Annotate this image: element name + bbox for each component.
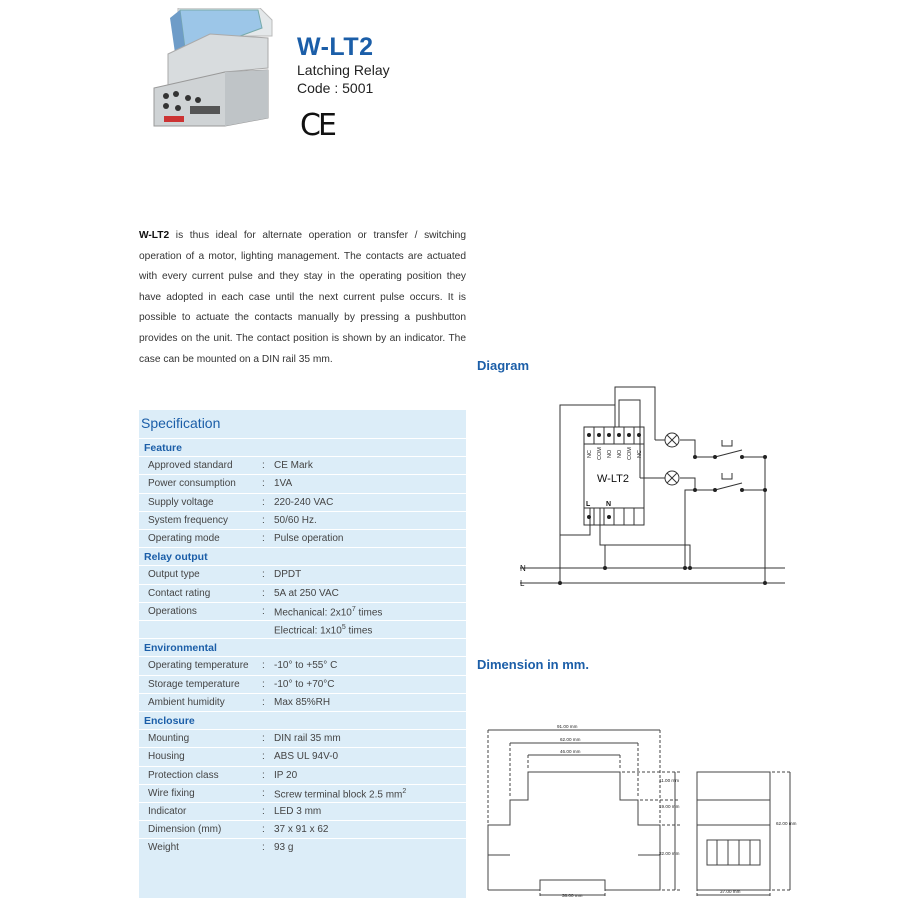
spec-section-title: Environmental — [144, 642, 217, 655]
spec-row — [139, 784, 466, 803]
spec-colon: : — [262, 533, 265, 544]
spec-row — [139, 747, 466, 766]
spec-value-text: ABS UL 94V-0 — [274, 751, 339, 763]
spec-section-header — [139, 438, 466, 457]
spec-value — [274, 751, 338, 762]
spec-value — [274, 733, 341, 744]
terminal-2: COM — [597, 447, 603, 460]
terminal-5: COM — [627, 447, 633, 460]
spec-label: Approved standard — [148, 460, 233, 472]
spec-value-text: 50/60 Hz. — [274, 514, 317, 526]
spec-row — [139, 838, 466, 857]
ce-mark: CE — [300, 108, 334, 143]
dim-91: 91.00 mm — [557, 724, 578, 729]
spec-value-text: Mechanical: 2x10 — [274, 607, 352, 619]
spec-section-header — [139, 711, 466, 730]
spec-label: Protection class — [148, 769, 219, 781]
spec-row — [139, 802, 466, 821]
spec-value — [274, 515, 317, 526]
spec-value — [274, 788, 406, 800]
spec-row — [139, 584, 466, 603]
description-lead: W-LT2 — [139, 230, 170, 241]
spec-row — [139, 529, 466, 548]
spec-label: Indicator — [148, 806, 187, 817]
spec-label: Wire fixing — [148, 787, 195, 799]
spec-colon: : — [262, 569, 265, 581]
spec-label: Storage temperature — [148, 678, 240, 690]
spec-value — [274, 533, 344, 544]
spec-value-text: Screw terminal block 2.5 mm — [274, 789, 403, 801]
terminal-4: NO — [617, 449, 623, 458]
spec-row — [139, 620, 466, 639]
spec-colon: : — [262, 496, 265, 508]
spec-colon: : — [262, 605, 265, 617]
specification-table — [139, 410, 466, 898]
spec-row — [139, 474, 466, 493]
spec-value-text: Pulse operation — [274, 533, 344, 544]
spec-label: Ambient humidity — [148, 696, 225, 708]
spec-value — [274, 806, 321, 817]
spec-value — [274, 824, 328, 835]
spec-label: Contact rating — [148, 587, 211, 599]
spec-label: Operating temperature — [148, 660, 249, 672]
spec-label: Operating mode — [148, 533, 220, 544]
spec-row — [139, 675, 466, 694]
spec-value-text: 93 g — [274, 842, 294, 854]
spec-value — [274, 478, 292, 489]
spec-value-text: Electrical: 1x10 — [274, 625, 342, 637]
spec-value-sup: 2 — [402, 787, 407, 795]
diagram-heading: Diagram — [477, 358, 530, 373]
product-photo — [150, 8, 275, 128]
spec-value-text: 1VA — [274, 478, 293, 490]
line-l-label: L — [520, 579, 525, 588]
spec-value — [274, 679, 335, 690]
description-text: is thus ideal for alternate operation or transfer / switching operation of a motor, lighting management. The contacts are actuated with every current pulse and they stay in the operating position they have adopted in each case until the next current pulse occurs. It is possible to actuate the contacts manually by pressing a pushbutton provides on the unit. The contact position is shown by an indicator. The case can be mounted on a DIN rail 35 mm. — [139, 230, 466, 365]
terminal-3: NO — [607, 449, 613, 458]
spec-value-text: 37 x 91 x 62 — [274, 824, 329, 836]
dim-46: 46.00 mm — [560, 749, 581, 754]
spec-row — [139, 493, 466, 512]
spec-value-text: DPDT — [274, 569, 302, 581]
spec-label: Housing — [148, 751, 185, 763]
spec-value-tail: times — [345, 625, 373, 637]
spec-colon: : — [262, 696, 265, 708]
spec-value — [274, 606, 382, 618]
spec-section-header — [139, 638, 466, 657]
spec-label: Output type — [148, 569, 200, 581]
spec-row — [139, 693, 466, 712]
spec-value-text: DIN rail 35 mm — [274, 733, 341, 745]
spec-section-title: Feature — [144, 442, 182, 454]
spec-label: Weight — [148, 842, 179, 854]
terminal-n: N — [606, 501, 612, 508]
spec-row — [139, 456, 466, 475]
specification-title: Specification — [141, 415, 221, 431]
spec-value — [274, 842, 293, 853]
spec-label: Operations — [148, 605, 197, 617]
spec-colon: : — [262, 751, 265, 763]
spec-colon: : — [262, 678, 265, 690]
spec-value — [274, 460, 313, 471]
terminal-l: L — [586, 501, 591, 508]
spec-value-tail: times — [355, 607, 383, 619]
spec-value-text: 5A at 250 VAC — [274, 587, 339, 599]
dim-side-62: 62.00 mm — [776, 821, 797, 826]
spec-value-text: CE Mark — [274, 460, 313, 472]
spec-colon: : — [262, 769, 265, 781]
device-label: W-LT2 — [597, 473, 629, 485]
spec-row — [139, 656, 466, 675]
spec-value-text: Max 85%RH — [274, 696, 331, 708]
spec-value — [274, 569, 301, 580]
spec-label: Power consumption — [148, 478, 236, 490]
spec-value-sup: 7 — [351, 605, 356, 613]
spec-value-text: LED 3 mm — [274, 806, 322, 817]
spec-row — [139, 511, 466, 530]
product-code: Code : 5001 — [297, 80, 374, 96]
spec-value-text: IP 20 — [274, 769, 298, 781]
spec-colon: : — [262, 514, 265, 526]
spec-label: Mounting — [148, 733, 190, 745]
spec-row — [139, 602, 466, 621]
spec-colon: : — [262, 787, 265, 799]
spec-colon: : — [262, 842, 265, 854]
spec-section-title: Enclosure — [144, 715, 195, 727]
spec-value — [274, 697, 330, 708]
spec-colon: : — [262, 660, 265, 672]
spec-section-title: Relay output — [144, 551, 208, 564]
spec-value-text: 220-240 VAC — [274, 496, 334, 508]
spec-row — [139, 729, 466, 748]
spec-colon: : — [262, 587, 265, 599]
product-subtitle: Latching Relay — [297, 62, 390, 78]
spec-colon: : — [262, 733, 265, 745]
line-n-label: N — [520, 564, 526, 573]
dim-19: 19.00 mm — [659, 804, 680, 809]
spec-value — [274, 497, 333, 508]
spec-row — [139, 820, 466, 839]
product-description — [139, 226, 466, 370]
dim-38: 38.00 mm — [562, 893, 583, 898]
spec-value — [274, 624, 372, 636]
spec-value-text: -10° to +70°C — [274, 678, 335, 690]
spec-value — [274, 770, 297, 781]
spec-label: System frequency — [148, 514, 229, 526]
wiring-diagram — [480, 380, 790, 595]
spec-value-sup: 5 — [341, 624, 346, 631]
dimension-heading: Dimension in mm. — [477, 657, 589, 672]
spec-colon: : — [262, 824, 265, 836]
terminal-6: NC — [637, 450, 643, 458]
dimension-drawing — [480, 715, 810, 900]
spec-row — [139, 766, 466, 785]
spec-colon: : — [262, 806, 265, 817]
product-title: W-LT2 — [297, 33, 374, 61]
spec-value-text: -10° to +55° C — [274, 660, 338, 672]
dim-32: 32.00 mm — [659, 851, 680, 856]
spec-value — [274, 588, 339, 599]
terminal-1: NC — [587, 450, 593, 458]
spec-colon: : — [262, 460, 265, 472]
dim-62: 62.00 mm — [560, 737, 581, 742]
spec-value — [274, 660, 337, 671]
spec-label: Dimension (mm) — [148, 824, 222, 836]
dim-side-37: 37.00 mm — [720, 889, 741, 894]
spec-row — [139, 565, 466, 584]
spec-colon: : — [262, 478, 265, 490]
terminal-labels — [587, 447, 643, 460]
spec-label: Supply voltage — [148, 496, 214, 508]
spec-section-header — [139, 547, 466, 566]
dim-11: 11.00 mm — [659, 778, 680, 783]
